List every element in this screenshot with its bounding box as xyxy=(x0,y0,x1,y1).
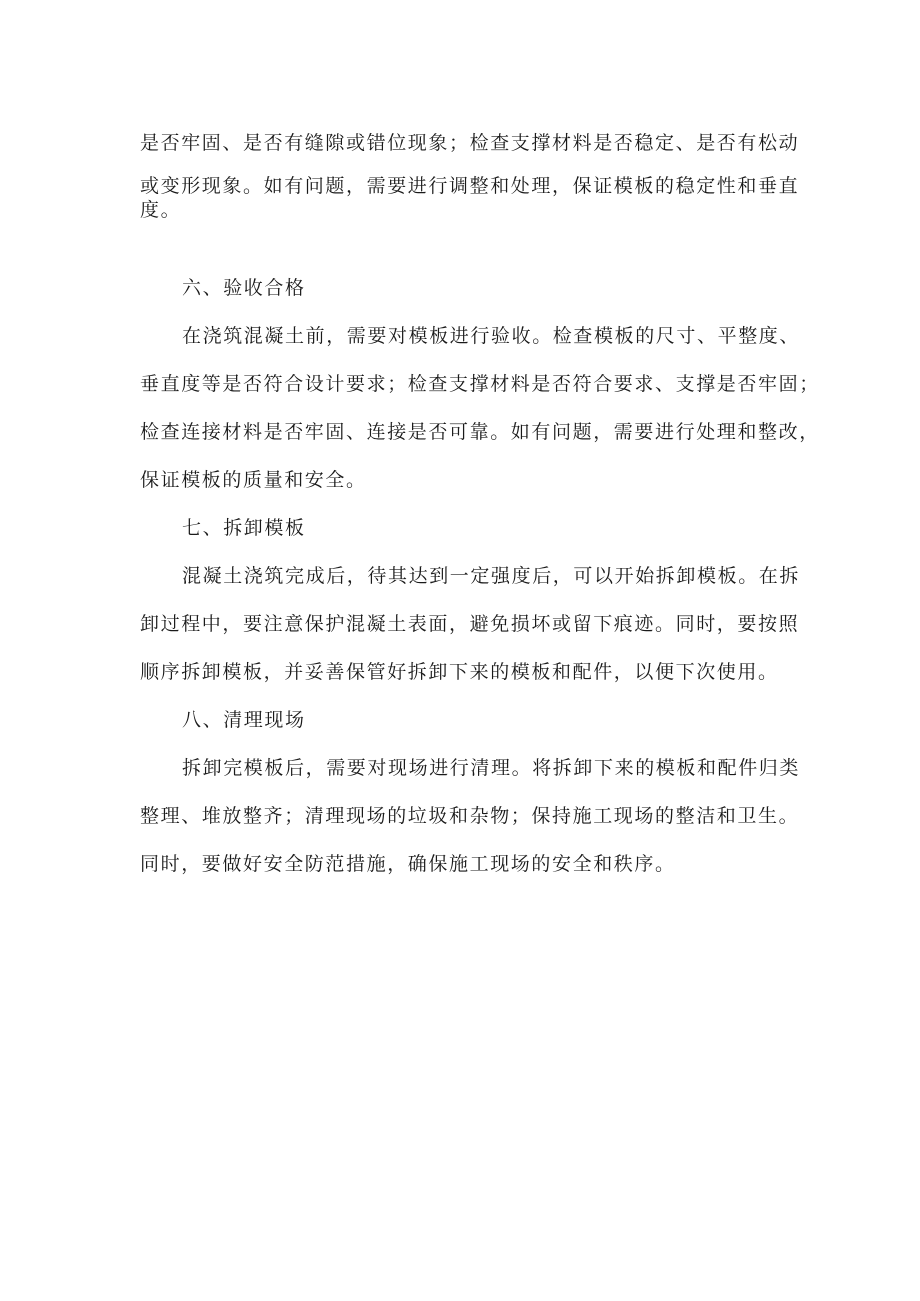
paragraph-line: 在浇筑混凝土前，需要对模板进行验收。检查模板的尺寸、平整度、 xyxy=(182,325,801,347)
paragraph-line: 垂直度等是否符合设计要求；检查支撑材料是否符合要求、支撑是否牢固； xyxy=(140,373,820,395)
paragraph-line: 拆卸完模板后，需要对现场进行清理。将拆卸下来的模板和配件归类 xyxy=(182,757,801,779)
section-heading-7: 七、拆卸模板 xyxy=(182,517,306,539)
paragraph-line: 卸过程中，要注意保护混凝土表面，避免损坏或留下痕迹。同时，要按照 xyxy=(140,613,800,635)
paragraph-line: 检查连接材料是否牢固、连接是否可靠。如有问题，需要进行处理和整改， xyxy=(140,421,820,443)
paragraph-line: 整理、堆放整齐；清理现场的垃圾和杂物；保持施工现场的整洁和卫生。 xyxy=(140,805,800,827)
paragraph-line: 保证模板的质量和安全。 xyxy=(140,469,367,491)
paragraph-line: 度。 xyxy=(140,199,182,221)
paragraph-line: 或变形现象。如有问题，需要进行调整和处理，保证模板的稳定性和垂直 xyxy=(140,175,800,197)
paragraph-line: 是否牢固、是否有缝隙或错位现象；检查支撑材料是否稳定、是否有松动 xyxy=(140,132,800,154)
section-heading-6: 六、验收合格 xyxy=(182,277,306,299)
paragraph-line: 混凝土浇筑完成后，待其达到一定强度后，可以开始拆卸模板。在拆 xyxy=(182,565,801,587)
paragraph-line: 顺序拆卸模板，并妥善保管好拆卸下来的模板和配件，以便下次使用。 xyxy=(140,661,779,683)
paragraph-line: 同时，要做好安全防范措施，确保施工现场的安全和秩序。 xyxy=(140,853,676,875)
section-heading-8: 八、清理现场 xyxy=(182,709,306,731)
